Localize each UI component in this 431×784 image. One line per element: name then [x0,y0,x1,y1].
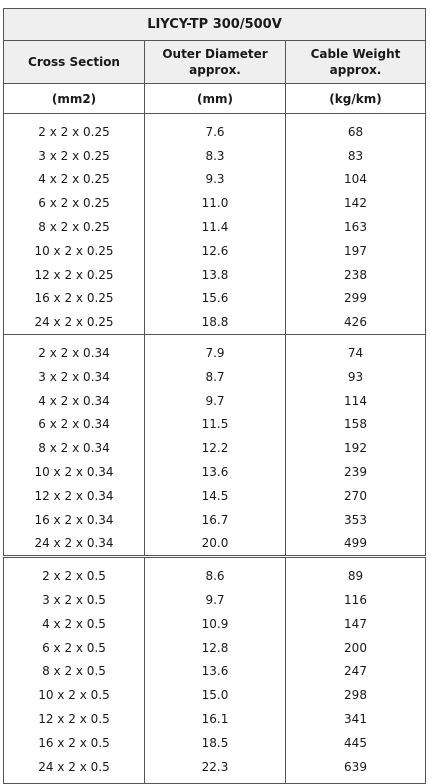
cell-outer-diameter: 22.3 [145,755,286,783]
cell-cable-weight: 89 [286,557,426,588]
cell-outer-diameter: 20.0 [145,532,286,557]
cell-outer-diameter: 11.5 [145,413,286,437]
unit-cross-section: (mm2) [4,84,145,114]
cell-cable-weight: 147 [286,612,426,636]
cell-cross-section: 3 x 2 x 0.5 [4,588,145,612]
table-row [4,612,426,636]
cell-cable-weight: 74 [286,335,426,365]
cell-cross-section: 24 x 2 x 0.34 [4,532,145,557]
cell-outer-diameter: 18.5 [145,731,286,755]
cell-cross-section: 24 x 2 x 0.25 [4,310,145,334]
cell-cable-weight: 341 [286,707,426,731]
cell-cable-weight: 239 [286,460,426,484]
header-cable-weight-line1: Cable Weight [310,47,401,61]
cable-spec-table [3,8,426,784]
table-row [4,588,426,612]
cell-cross-section: 6 x 2 x 0.5 [4,636,145,660]
cell-cable-weight: 68 [286,114,426,144]
cell-outer-diameter: 9.3 [145,168,286,192]
cell-cable-weight: 83 [286,144,426,168]
cell-cable-weight: 247 [286,660,426,684]
table-row [4,191,426,215]
table-row [4,310,426,334]
header-cross-section: Cross Section [4,41,145,84]
cell-outer-diameter: 9.7 [145,389,286,413]
cell-cable-weight: 270 [286,484,426,508]
unit-outer-diameter: (mm) [145,84,286,114]
table-row [4,683,426,707]
cell-cross-section: 3 x 2 x 0.34 [4,365,145,389]
table-row [4,239,426,263]
cell-cross-section: 8 x 2 x 0.34 [4,436,145,460]
cell-cross-section: 8 x 2 x 0.25 [4,215,145,239]
table-row [4,707,426,731]
cell-cross-section: 10 x 2 x 0.25 [4,239,145,263]
group-0-34 [4,335,426,557]
cell-cable-weight: 353 [286,508,426,532]
cell-cross-section: 2 x 2 x 0.5 [4,557,145,588]
cell-outer-diameter: 9.7 [145,588,286,612]
cell-cable-weight: 163 [286,215,426,239]
cell-cable-weight: 158 [286,413,426,437]
table-row [4,755,426,783]
cell-cross-section: 12 x 2 x 0.34 [4,484,145,508]
cell-outer-diameter: 8.3 [145,144,286,168]
table-row [4,436,426,460]
table-row [4,389,426,413]
cell-cross-section: 3 x 2 x 0.25 [4,144,145,168]
cell-outer-diameter: 11.4 [145,215,286,239]
table-row [4,532,426,557]
cell-cross-section: 24 x 2 x 0.5 [4,755,145,783]
table-row [4,660,426,684]
table-row [4,365,426,389]
table-row [4,335,426,365]
cell-outer-diameter: 8.7 [145,365,286,389]
cell-outer-diameter: 7.9 [145,335,286,365]
cell-cable-weight: 298 [286,683,426,707]
cell-cable-weight: 238 [286,263,426,287]
header-cable-weight-line2: approx. [329,63,382,77]
cell-cable-weight: 299 [286,287,426,311]
cell-cable-weight: 192 [286,436,426,460]
cell-outer-diameter: 12.2 [145,436,286,460]
group-0-25 [4,114,426,335]
cell-cross-section: 6 x 2 x 0.34 [4,413,145,437]
table-row [4,144,426,168]
cell-outer-diameter: 15.6 [145,287,286,311]
cell-outer-diameter: 13.6 [145,460,286,484]
unit-cable-weight: (kg/km) [286,84,426,114]
table-title: LIYCY-TP 300/500V [4,9,426,41]
group-0-5 [4,557,426,783]
table-row [4,460,426,484]
cell-cross-section: 12 x 2 x 0.25 [4,263,145,287]
cell-outer-diameter: 10.9 [145,612,286,636]
cell-outer-diameter: 13.8 [145,263,286,287]
cell-outer-diameter: 8.6 [145,557,286,588]
cell-cross-section: 2 x 2 x 0.25 [4,114,145,144]
cell-cross-section: 2 x 2 x 0.34 [4,335,145,365]
cable-spec-sheet [3,8,425,784]
cell-cross-section: 8 x 2 x 0.5 [4,660,145,684]
cell-cable-weight: 114 [286,389,426,413]
header-outer-diameter [145,41,286,84]
cell-cross-section: 10 x 2 x 0.34 [4,460,145,484]
header-outer-diameter-line1: Outer Diameter [162,47,268,61]
cell-cross-section: 4 x 2 x 0.34 [4,389,145,413]
cell-outer-diameter: 7.6 [145,114,286,144]
cell-cable-weight: 142 [286,191,426,215]
cell-cross-section: 16 x 2 x 0.5 [4,731,145,755]
cell-cable-weight: 445 [286,731,426,755]
table-row [4,114,426,144]
cell-cable-weight: 200 [286,636,426,660]
cell-cable-weight: 93 [286,365,426,389]
table-row [4,215,426,239]
cell-cross-section: 4 x 2 x 0.5 [4,612,145,636]
cell-outer-diameter: 13.6 [145,660,286,684]
table-row [4,731,426,755]
cell-cable-weight: 639 [286,755,426,783]
table-row [4,413,426,437]
cell-cross-section: 16 x 2 x 0.25 [4,287,145,311]
cell-outer-diameter: 18.8 [145,310,286,334]
table-row [4,508,426,532]
cell-cable-weight: 197 [286,239,426,263]
cell-outer-diameter: 12.8 [145,636,286,660]
cell-outer-diameter: 15.0 [145,683,286,707]
cell-outer-diameter: 11.0 [145,191,286,215]
table-row [4,263,426,287]
table-row [4,168,426,192]
table-row [4,484,426,508]
cell-cross-section: 16 x 2 x 0.34 [4,508,145,532]
header-cable-weight [286,41,426,84]
header-outer-diameter-line2: approx. [189,63,241,77]
cell-cable-weight: 499 [286,532,426,557]
cell-outer-diameter: 16.1 [145,707,286,731]
table-row [4,557,426,588]
cell-cross-section: 10 x 2 x 0.5 [4,683,145,707]
table-row [4,287,426,311]
cell-cable-weight: 426 [286,310,426,334]
cell-cross-section: 6 x 2 x 0.25 [4,191,145,215]
cell-outer-diameter: 14.5 [145,484,286,508]
cell-cross-section: 4 x 2 x 0.25 [4,168,145,192]
table-row [4,636,426,660]
cell-outer-diameter: 16.7 [145,508,286,532]
cell-cable-weight: 104 [286,168,426,192]
cell-cable-weight: 116 [286,588,426,612]
cell-cross-section: 12 x 2 x 0.5 [4,707,145,731]
cell-outer-diameter: 12.6 [145,239,286,263]
